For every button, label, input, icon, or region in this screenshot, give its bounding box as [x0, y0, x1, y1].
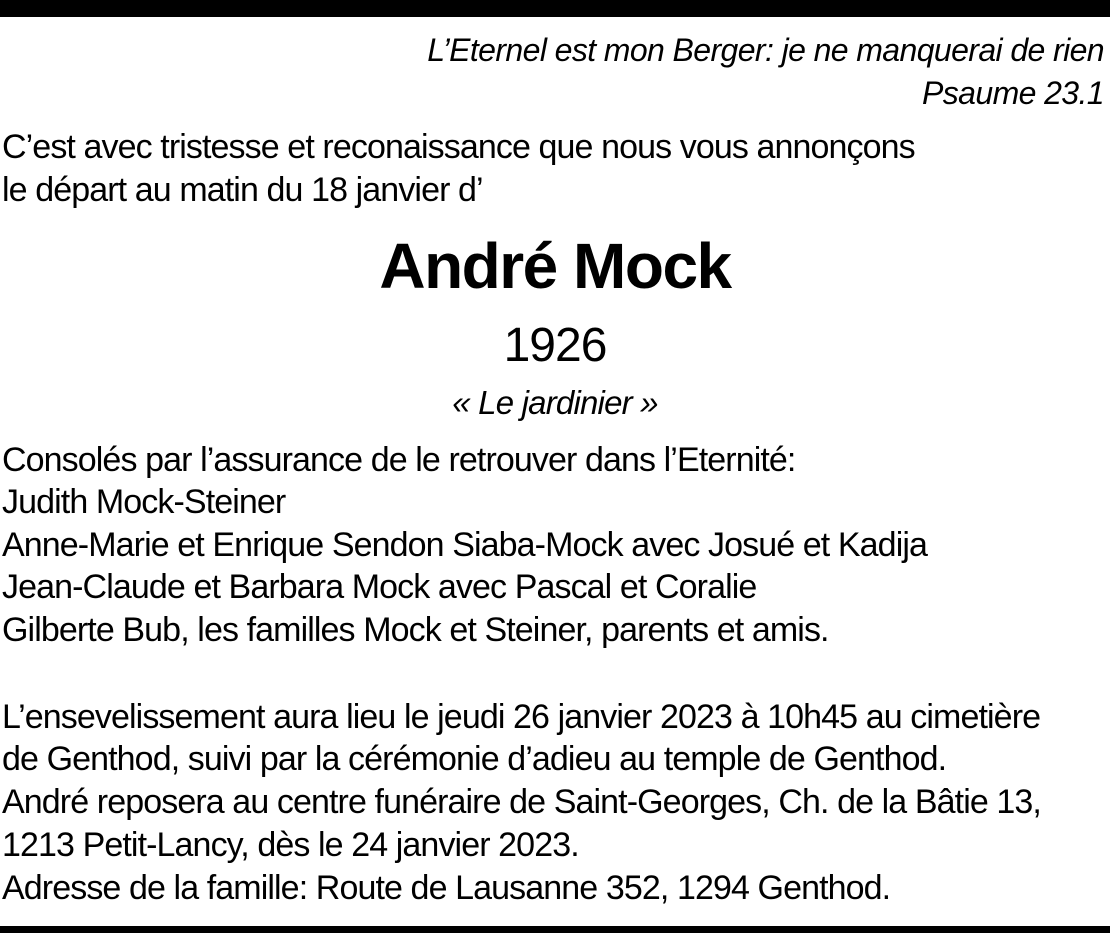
deceased-name: André Mock: [379, 230, 731, 302]
birth-year: 1926: [503, 319, 607, 372]
mourner-line: Anne-Marie et Enrique Sendon Siaba-Mock avec Josué et Kadija: [2, 526, 928, 564]
top-border-bar: [0, 0, 1110, 17]
announcement-line-1: C’est avec tristesse et reconaissance que nous vous annonçons: [2, 128, 915, 166]
mourner-line: Jean-Claude et Barbara Mock avec Pascal et Coralie: [2, 568, 757, 606]
family-address-line: Adresse de la famille: Route de Lausanne 352, 1294 Genthod.: [2, 869, 891, 907]
mourner-line: Judith Mock-Steiner: [2, 483, 286, 521]
announcement-line-2: le départ au matin du 18 janvier d’: [2, 171, 483, 209]
bottom-border-bar: [0, 926, 1110, 933]
ceremony-line: 1213 Petit-Lancy, dès le 24 janvier 2023.: [2, 826, 579, 864]
ceremony-line: André reposera au centre funéraire de Saint-Georges, Ch. de la Bâtie 13,: [2, 783, 1041, 821]
nickname: « Le jardinier »: [452, 384, 658, 421]
epigraph-verse: L’Eternel est mon Berger: je ne manquerai de rien: [427, 32, 1104, 68]
epigraph-reference: Psaume 23.1: [922, 75, 1104, 111]
ceremony-line: de Genthod, suivi par la cérémonie d’adieu au temple de Genthod.: [2, 740, 947, 778]
mourner-line: Gilberte Bub, les familles Mock et Steiner, parents et amis.: [2, 611, 829, 649]
ceremony-line: L’ensevelissement aura lieu le jeudi 26 janvier 2023 à 10h45 au cimetière: [2, 698, 1041, 736]
mourners-intro: Consolés par l’assurance de le retrouver dans l’Eternité:: [2, 441, 796, 479]
